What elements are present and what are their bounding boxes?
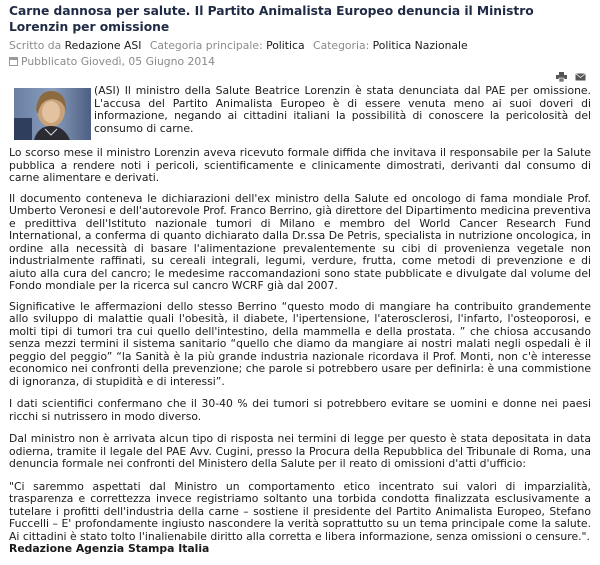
subcategory-link[interactable]: Politica Nazionale xyxy=(372,39,468,52)
minister-photo xyxy=(14,88,91,140)
article-signature: Redazione Agenzia Stampa Italia xyxy=(9,542,210,555)
article-title: Carne dannosa per salute. Il Partito Animalista Europeo denuncia il Ministro Lorenzin per omissione xyxy=(9,4,534,34)
email-icon[interactable] xyxy=(575,72,586,82)
article-intro: (ASI) Il ministro della Salute Beatrice Lorenzin è stata denunciata dal PAE per omissione. L'accusa del Partito Animalista Europeo è di essere venuta meno ai suoi doveri di informazione, negando ai cittadini italiani la possibilità di conoscere la pericolosità del consumo di carne. xyxy=(94,84,591,135)
article-meta xyxy=(9,38,591,70)
published-date: Pubblicato Giovedì, 05 Giugno 2014 xyxy=(21,55,216,68)
print-icon[interactable] xyxy=(556,72,567,82)
author-label: Scritto da xyxy=(9,39,62,52)
paragraph: Il documento conteneva le dichiarazioni dell'ex ministro della Salute ed oncologo di fama mondiale Prof. Umberto Veronesi e dell'autorevole Prof. Franco Berrino, già direttore del Dipartimento medicina preventiva e predittiva dell'Istituto nazionale tumori di Milano e membro del World Cancer Research Fund International, a conferma di quanto dichiarato dalla Dr.ssa De Petris, specialista in nutrizione oncologica, in ordine alla necessità di basare l'alimentazione prevalentemente su cibi di provenienza vegetale non industrialmente raffinati, su cereali integrali, legumi, verdure, frutta, come metodi di prevenzione e di aiuto alla cura del cancro; le medesime raccomandazioni sono state pubblicate e divulgate dal volume del Fondo mondiale per la ricerca sul cancro WCRF già dal 2007. xyxy=(9,191,591,292)
paragraph: Significative le affermazioni dello stesso Berrino “questo modo di mangiare ha contribuito grandemente allo sviluppo di malattie quali l'obesità, il diabete, l'ipertensione, l'aterosclerosi, l'infarto, l'osteoporosi, e molti tipi di tumori tra cui quello dell'intestino, della mammella e della prostata. ” che chiosa accusando senza mezzi termini il sistema sanitario “quello che diamo da mangiare ai nostri malati negli ospedali è il peggio del peggio” “la Sanità è la più grande industria nazionale ricordava il Prof. Monti, non c'è interesse economico nei confronti della prevenzione; che parole si potrebbero usare per definirla: è una commistione di ignoranza, di stupidità e di interessi”. xyxy=(9,299,591,388)
paragraph: I dati scientifici confermano che il 30-40 % dei tumori si potrebbero evitare se uomini e donne nei paesi ricchi si nutrissero in modo diverso. xyxy=(9,397,591,423)
subcategory-label: Categoria: xyxy=(313,39,370,52)
calendar-icon xyxy=(9,57,18,66)
author-name: Redazione ASI xyxy=(64,39,142,52)
paragraph: Dal ministro non è arrivata alcun tipo di risposta nei termini di legge per questo è stata depositata in data odierna, tramite il legale del PAE Avv. Cugini, presso la Procura della Repubblica del Tribunale di Roma, una denuncia formale nei confronti del Ministero della Salute per il reato di omissioni d'atti d'ufficio: xyxy=(9,432,591,470)
category-link[interactable]: Politica xyxy=(266,39,305,52)
article-tools xyxy=(556,72,586,82)
paragraph: "Ci saremmo aspettati dal Ministro un comportamento etico incentrato sui valori di imparzialità, trasparenza e correttezza invece registriamo soltanto una torbida condotta finalizzata esclusivamente a tutelare i profitti dell'industria della carne – sostiene il presidente del Partito Animalista Europeo, Stefano Fuccelli – E' profondamente ingiusto nascondere la verità soprattutto su un tema principale come la salute. Ai cittadini è stato tolto l'inalienabile diritto alla corretta e libera informazione, senza omissioni o censure.". xyxy=(9,479,591,543)
paragraph: Lo scorso mese il ministro Lorenzin aveva ricevuto formale diffida che invitava il responsabile per la Salute pubblica a rendere noti i pericoli, scientificamente e clinicamente dimostrati, derivanti dal consumo di carne alimentare e derivati. xyxy=(9,146,591,184)
category-label: Categoria principale: xyxy=(149,39,263,52)
